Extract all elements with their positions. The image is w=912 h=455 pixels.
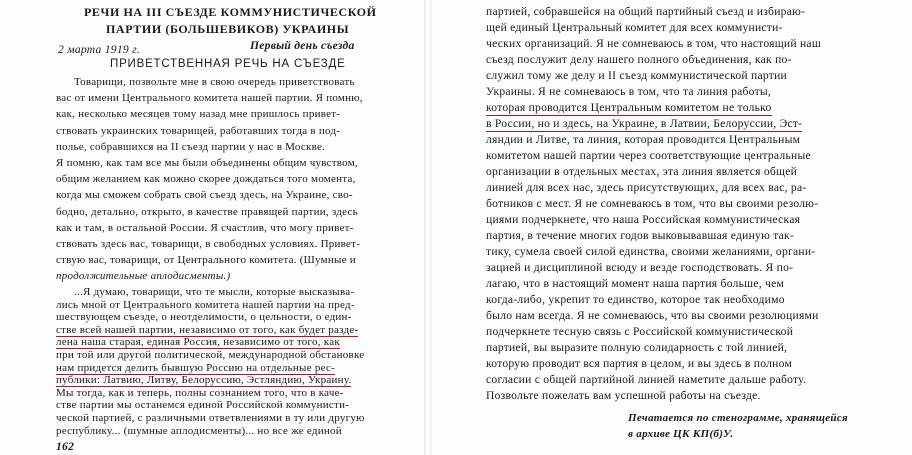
left-page: [0, 0, 424, 455]
text-line: Украины. Я не сомневаюсь в том, что та линия работы,: [486, 85, 772, 98]
text-line: лись мной от Центрального комитета нашей партии на пред-: [56, 298, 355, 311]
text-line: общим желанием как можно скорее дождаться того момента,: [56, 173, 356, 186]
underlined-line: в России, но и здесь, на Украине, в Латвии, Белоруссии, Эст-: [486, 117, 803, 130]
text-line: ляндии и Литве, та линия, которая проводится Центральным: [486, 133, 801, 146]
text-line: когда мы сможем собрать свой съезд здесь, на Украине, сво-: [56, 189, 353, 202]
underlined-line: стве всей нашей партии, независимо от того, как будет разде-: [56, 323, 359, 336]
speech-title: ПРИВЕТСТВЕННАЯ РЕЧЬ НА СЪЕЗДЕ: [110, 58, 346, 70]
text-line: шествующем съезде, о неотделимости, о цельности, о един-: [56, 311, 352, 324]
underlined-line: которая проводится Центральным комитетом не только: [486, 101, 772, 114]
text-line: щей единый Центральный комитет для всех коммунисти-: [486, 21, 783, 34]
source-note-line2: в архиве ЦК КП(б)У.: [628, 428, 734, 440]
text-line: стве партии мы останемся единой Российской коммунисти-: [56, 399, 350, 412]
text-line: служил тому же делу и II съезд коммунистической партии: [486, 69, 787, 82]
section-heading-line2: ПАРТИИ (БОЛЬШЕВИКОВ) УКРАИНЫ: [106, 22, 350, 36]
text-line: подчеркнете тесную связь с Российской коммунистической: [486, 325, 794, 338]
text-line: вас от имени Центрального комитета нашей партии. Я помню,: [56, 92, 363, 105]
text-line: Позвольте пожелать вам успешной работы на съезде.: [486, 389, 761, 402]
text-line: было нам всегда. Я не сомневаюсь, что вы своими резолюциями: [486, 309, 819, 322]
text-line: партией, собравшейся на общий партийный съезд и избираю-: [486, 5, 806, 18]
congress-day-label: Первый день съезда: [250, 39, 355, 52]
book-spine: [424, 0, 432, 455]
text-line: партией, вы выразите полную солидарность с той линией,: [486, 341, 788, 354]
text-line: как и там, в остальной России. Я счастлив, что могу привет-: [56, 221, 354, 234]
text-line: тику, сумела своей силой единства, своими желаниями, органи-: [486, 245, 816, 258]
text-line: ческой партией, с различными ответвлениями в ту или другую: [56, 412, 365, 424]
underlined-line: лена наша старая, единая Россия, независимо от того, как: [56, 336, 340, 349]
text-line: полье, собравшихся на II съезд партии у нас в Москве.: [56, 140, 326, 153]
text-line: лагаю, что в настоящий момент наша партия больше, чем: [486, 277, 785, 290]
text-line: ботников с мест. Я не сомневаюсь в том, что вы своими резолю-: [486, 197, 819, 210]
text-line: линией для всех нас, здесь присутствующих, для всех вас, ра-: [486, 181, 807, 194]
text-line: ствовать украинских товарищей, работавших тогда в под-: [56, 124, 341, 137]
text-line: ствую вас, товарищи, от Центрального комитета. (Шумные и: [56, 254, 356, 267]
right-page: [432, 0, 912, 455]
text-line: Товарищи, позвольте мне в свою очередь приветствовать: [74, 76, 355, 88]
text-line: ческих организаций. Я не сомневаюсь в том, что настоящий наш: [486, 37, 821, 50]
text-line: партия, в течение многих годов выковывавшая единую так-: [486, 229, 794, 242]
underlined-line: нам придется делить бывшую Россию на отдельные рес-: [56, 361, 336, 374]
text-line: ствовать здесь вас, товарищи, в свободных условиях. Привет-: [56, 238, 361, 250]
text-line: республику... (шумные аплодисменты)... но все же единой: [56, 424, 342, 437]
text-line: как, несколько месяцев тому назад мне пришлось привет-: [56, 108, 341, 121]
source-note-line1: Печатается по стенограмме, хранящейся: [628, 412, 848, 424]
text-line: съезд послужит делу нашего полного объединения, как по-: [486, 53, 792, 66]
section-heading-line1: РЕЧИ НА III СЪЕЗДЕ КОММУНИСТИЧЕСКОЙ: [84, 5, 377, 19]
text-line: организации в отдельных местах, эта линия является общей: [486, 165, 798, 178]
text-line: которую проводит вся партия в целом, и вы здесь в полном: [486, 357, 793, 370]
text-line: Мы тогда, как и теперь, полны сознанием того, что в каче-: [56, 386, 344, 399]
page-number: 162: [56, 440, 75, 454]
text-line: при той или другой политической, международной обстановке: [56, 349, 365, 361]
text-line: бодно, детально, открыто, в качестве правящей партии, здесь: [56, 205, 358, 218]
text-line: согласии с общей партийной линией наметите дальше работу.: [486, 373, 807, 386]
speech-date: 2 марта 1919 г.: [58, 43, 140, 56]
text-line: ...Я думаю, товарищи, что те мысли, которые высказыва-: [74, 286, 355, 298]
text-line: продолжительные аплодисменты.): [56, 270, 231, 283]
text-line: Я помню, как там все мы были объединены общим чувством,: [56, 157, 358, 169]
text-line: когда-либо, укрепит то единство, которое так необходимо: [486, 293, 785, 306]
text-line: комитетом нашей партии через соответствующие центральные: [486, 149, 811, 162]
text-line: циями подчеркнете, что наша Российская коммунистическая: [486, 213, 801, 226]
underlined-line: публики: Латвию, Литву, Белоруссию, Эстляндию, Украину.: [56, 374, 352, 387]
text-line: зацией и дисциплиной всюду и везде господствовать. Я по-: [486, 261, 794, 274]
